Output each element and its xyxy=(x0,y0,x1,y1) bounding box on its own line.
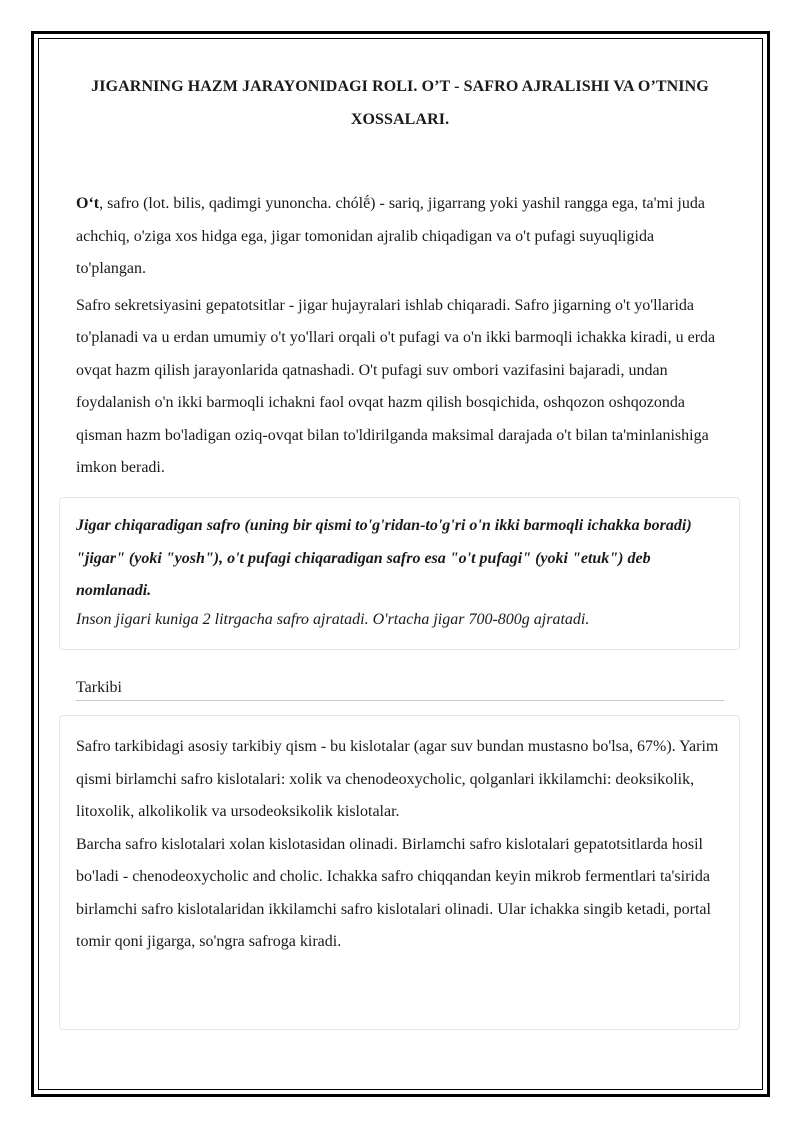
composition-box xyxy=(59,715,740,1030)
section-heading-tarkibi: Tarkibi xyxy=(76,676,724,701)
composition-paragraph-2: Barcha safro kislotalari xolan kislotasidan olinadi. Birlamchi safro kislotalari gepatotsitlarda hosil bo'ladi - chenodeoxycholic and cholic. Ichakka safro chiqqandan keyin mikrob fermentlari ta'sirida birlamchi safro kislotalaridan ikkilamchi safro kislotalari olinadi. Ular ichakka singib ketadi, portal tomir qoni jigarga, so'ngra safroga kiradi. xyxy=(76,835,711,950)
note-italic: Inson jigari kuniga 2 litrgacha safro ajratadi. O'rtacha jigar 700-800g ajratadi. xyxy=(76,610,590,628)
document-content xyxy=(76,70,724,485)
composition-paragraph-1: Safro tarkibidagi asosiy tarkibiy qism - bu kislotalar (agar suv bundan mustasno bo'lsa, 67%). Yarim qismi birlamchi safro kislotalari: xolik va chenodeoxycholic, qolganlari ikkilamchi: deoksikolik, litoxolik, alkolikolik va ursodeoksikolik kislotalar. xyxy=(76,738,719,820)
intro-paragraph xyxy=(76,188,724,286)
intro-term: O‘t xyxy=(76,195,100,212)
note-bold-italic: Jigar chiqaradigan safro (uning bir qismi to'g'ridan-to'g'ri o'n ikki barmoqli ichakka boradi) "jigar" (yoki "yosh"), o't pufagi chiqaradigan safro esa "o't pufagi" (yoki "etuk") deb nomlanadi. xyxy=(76,517,692,599)
secretion-paragraph: Safro sekretsiyasini gepatotsitlar - jigar hujayralari ishlab chiqaradi. Safro jigarning o't yo'llarida to'planadi va u erdan umumiy o't yo'llari orqali o't pufagi va o'n ikki barmoqli ichakka kiradi, u erda ovqat hazm qilish jarayonlarida qatnashadi. O't pufagi suv ombori vazifasini bajaradi, undan foydalanish o'n ikki barmoqli ichakni faol ovqat hazm qilish bosqichida, oshqozon oshqozonda qisman hazm bo'ladigan oziq-ovqat bilan to'ldirilganda maksimal darajada o't bilan ta'minlanishiga imkon beradi. xyxy=(76,296,716,476)
document-title: JIGARNING HAZM JARAYONIDAGI ROLI. O’T - SAFRO AJRALISHI VA O’TNING XOSSALARI. xyxy=(91,78,709,128)
intro-text: , safro (lot. bilis, qadimgi yunoncha. chólḗ) - sariq, jigarrang yoki yashil rangga ega, ta'mi juda achchiq, o'ziga xos hidga ega, jigar tomonidan ajralib chiqadigan va o't pufagi suyuqligida to'plangan. xyxy=(76,195,705,277)
note-box xyxy=(59,497,740,650)
